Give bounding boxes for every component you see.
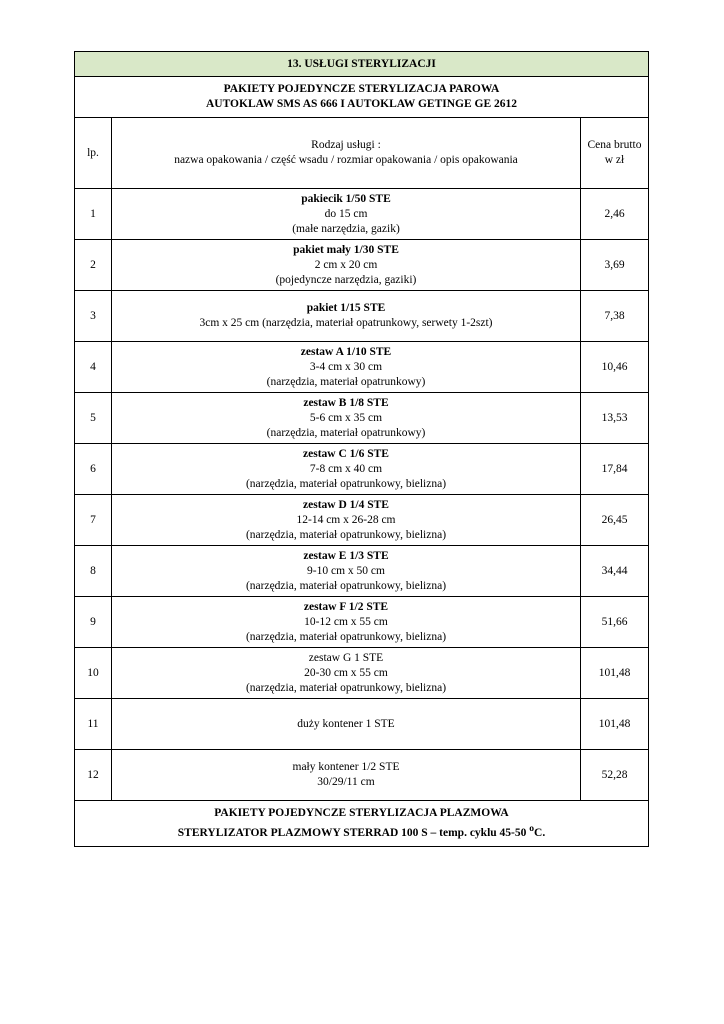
row-name: zestaw D 1/4 STE xyxy=(303,498,389,511)
row-name: pakiet 1/15 STE xyxy=(306,302,386,314)
table-title-row xyxy=(75,52,649,77)
steam-section-row xyxy=(75,77,649,118)
row-price: 101,48 xyxy=(581,699,649,750)
header-price-line2: w zł xyxy=(604,154,625,166)
row-desc: (narzędzia, materiał opatrunkowy, bielizna) xyxy=(245,477,447,490)
plasma-section-line1: PAKIETY POJEDYNCZE STERYLIZACJA PLAZMOWA xyxy=(214,807,509,820)
row-price: 26,45 xyxy=(581,495,649,546)
plasma-section-row xyxy=(75,801,649,847)
row-size: 3cm x 25 cm (narzędzia, materiał opatrunkowy, serwety 1-2szt) xyxy=(199,317,493,329)
row-size: 20-30 cm x 55 cm xyxy=(304,666,388,679)
row-price: 7,38 xyxy=(581,291,649,342)
row-service xyxy=(112,699,581,750)
row-price: 101,48 xyxy=(581,648,649,699)
row-price: 10,46 xyxy=(581,342,649,393)
header-price-line1: Cena brutto xyxy=(587,139,642,151)
row-name: zestaw G 1 STE xyxy=(308,651,384,664)
row-service xyxy=(112,750,581,801)
row-size: 5-6 cm x 35 cm xyxy=(309,411,383,424)
row-price: 13,53 xyxy=(581,393,649,444)
row-lp: 12 xyxy=(75,750,112,801)
table-row xyxy=(75,342,649,393)
row-desc: (narzędzia, materiał opatrunkowy, bielizna) xyxy=(245,579,447,592)
row-service xyxy=(112,291,581,342)
column-header-row xyxy=(75,118,649,189)
header-price xyxy=(581,118,649,189)
row-size: do 15 cm xyxy=(324,207,368,220)
row-size: 9-10 cm x 50 cm xyxy=(307,564,385,577)
table-row xyxy=(75,291,649,342)
header-service xyxy=(112,118,581,189)
row-name: duży kontener 1 STE xyxy=(297,717,395,730)
row-lp: 6 xyxy=(75,444,112,495)
row-desc: (narzędzia, materiał opatrunkowy, bielizna) xyxy=(245,528,447,541)
temperature-unit: C. xyxy=(534,826,546,839)
steam-section-line1: PAKIETY POJEDYNCZE STERYLIZACJA PAROWA xyxy=(223,83,500,95)
table-row xyxy=(75,546,649,597)
table-row xyxy=(75,750,649,801)
row-size: 7-8 cm x 40 cm xyxy=(309,462,383,475)
row-lp: 11 xyxy=(75,699,112,750)
row-name: zestaw F 1/2 STE xyxy=(303,600,389,613)
row-lp: 5 xyxy=(75,393,112,444)
row-service xyxy=(112,444,581,495)
row-name: pakiecik 1/50 STE xyxy=(301,192,391,205)
degree-sign: o xyxy=(529,823,535,835)
row-price: 3,69 xyxy=(581,240,649,291)
row-service xyxy=(112,546,581,597)
row-name: zestaw C 1/6 STE xyxy=(303,447,389,460)
table-row xyxy=(75,189,649,240)
table-title: 13. USŁUGI STERYLIZACJI xyxy=(75,52,649,77)
row-name: zestaw B 1/8 STE xyxy=(303,396,389,409)
row-service xyxy=(112,342,581,393)
row-name: mały kontener 1/2 STE xyxy=(292,761,400,773)
table-row xyxy=(75,699,649,750)
row-price: 2,46 xyxy=(581,189,649,240)
row-service xyxy=(112,189,581,240)
table-row xyxy=(75,597,649,648)
row-service xyxy=(112,597,581,648)
sterilization-price-table xyxy=(74,51,649,847)
row-name: pakiet mały 1/30 STE xyxy=(293,243,399,256)
table-row xyxy=(75,444,649,495)
row-lp: 2 xyxy=(75,240,112,291)
row-lp: 9 xyxy=(75,597,112,648)
row-lp: 3 xyxy=(75,291,112,342)
row-lp: 4 xyxy=(75,342,112,393)
row-price: 34,44 xyxy=(581,546,649,597)
row-service xyxy=(112,648,581,699)
row-desc: (narzędzia, materiał opatrunkowy) xyxy=(266,375,426,388)
row-size: 3-4 cm x 30 cm xyxy=(309,360,383,373)
row-name: zestaw E 1/3 STE xyxy=(303,549,389,562)
steam-section-line2: AUTOKLAW SMS AS 666 I AUTOKLAW GETINGE GE 2612 xyxy=(205,98,517,110)
plasma-section-line2 xyxy=(79,821,644,841)
row-price: 51,66 xyxy=(581,597,649,648)
row-service xyxy=(112,495,581,546)
row-desc: (pojedyncze narzędzia, gaziki) xyxy=(275,273,417,286)
header-lp: lp. xyxy=(75,118,112,189)
row-lp: 8 xyxy=(75,546,112,597)
table-row xyxy=(75,393,649,444)
row-service xyxy=(112,240,581,291)
row-price: 17,84 xyxy=(581,444,649,495)
row-desc: (narzędzia, materiał opatrunkowy) xyxy=(266,426,426,439)
header-service-line2: nazwa opakowania / część wsadu / rozmiar opakowania / opis opakowania xyxy=(174,154,518,166)
plasma-section-line2-text: STERYLIZATOR PLAZMOWY STERRAD 100 S – temp. cyklu 45-50 xyxy=(177,826,530,839)
row-name: zestaw A 1/10 STE xyxy=(300,345,392,358)
row-size: 10-12 cm x 55 cm xyxy=(304,615,388,628)
plasma-section-heading xyxy=(75,801,649,847)
row-lp: 1 xyxy=(75,189,112,240)
row-size: 2 cm x 20 cm xyxy=(314,258,378,271)
row-desc: (narzędzia, materiał opatrunkowy, bielizna) xyxy=(245,681,447,694)
table-row xyxy=(75,495,649,546)
row-size: 30/29/11 cm xyxy=(317,776,375,788)
row-size: 12-14 cm x 26-28 cm xyxy=(296,513,396,526)
row-desc: (narzędzia, materiał opatrunkowy, bielizna) xyxy=(245,630,447,643)
row-service xyxy=(112,393,581,444)
table-row xyxy=(75,648,649,699)
row-lp: 10 xyxy=(75,648,112,699)
steam-section-heading xyxy=(75,77,649,118)
row-lp: 7 xyxy=(75,495,112,546)
header-service-line1: Rodzaj usługi : xyxy=(311,139,381,151)
table-row xyxy=(75,240,649,291)
row-price: 52,28 xyxy=(581,750,649,801)
row-desc: (małe narzędzia, gazik) xyxy=(292,222,400,235)
